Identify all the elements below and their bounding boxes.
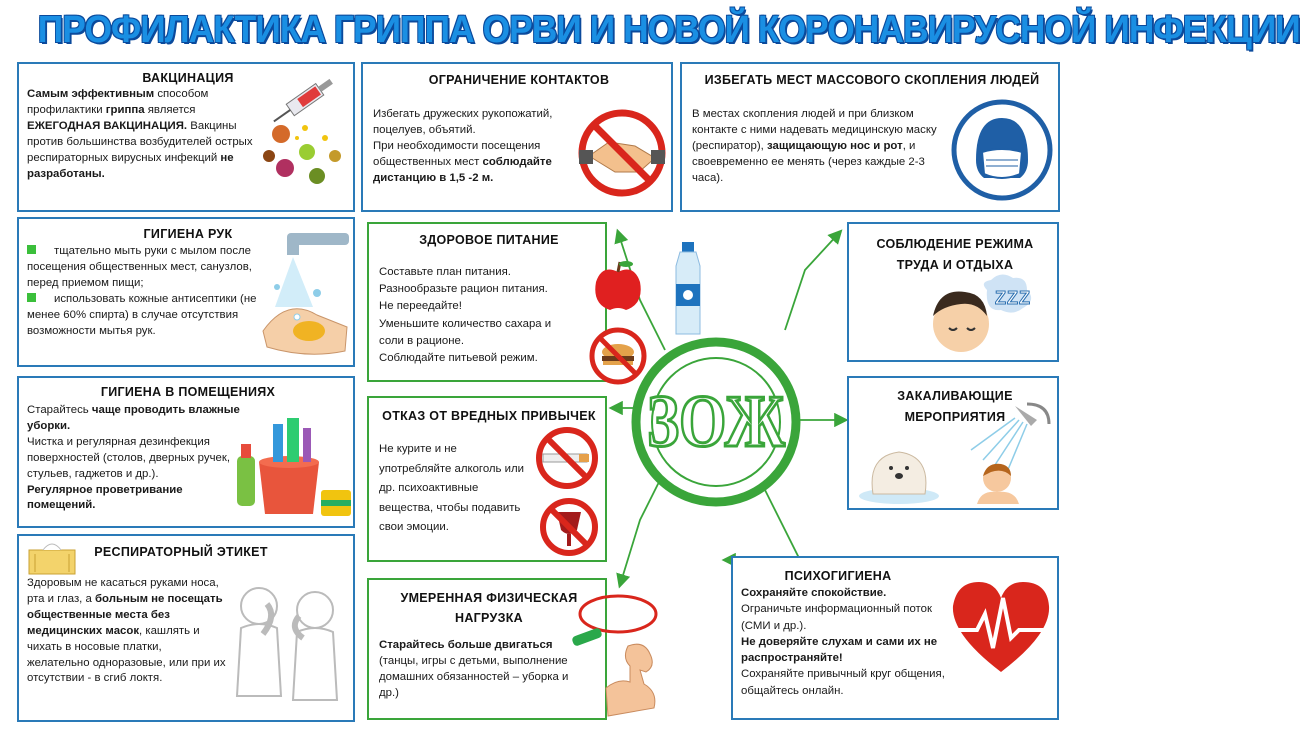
vaccination-title: ВАКЦИНАЦИЯ (142, 71, 234, 85)
bad-habits-card (367, 396, 607, 562)
flexed-arm-icon (600, 636, 670, 720)
nutrition-line: Составьте план питания. (379, 266, 511, 278)
nutrition-line: Соблюдайте питьевой режим. (379, 352, 538, 365)
no-smoking-icon (535, 426, 599, 490)
heart-pulse-icon (947, 578, 1055, 678)
avoid-crowds-text: В местах скопления людей и при близком контакте с ними надевать медицинскую маску (респиратор), защищающую нос и рот, и своевременно ее менять (через каждые 2-3 часа). (692, 108, 937, 184)
no-alcohol-icon (539, 496, 599, 558)
psycho-hygiene-card (731, 556, 1059, 720)
psycho-hygiene-text: Сохраняйте спокойствие. Ограничьте информационный поток (СМИ и др.). Не доверяйте слухам и сами их не распространяйте! Сохраняйте привычный круг общения, общайтесь онлайн. (741, 587, 945, 697)
limit-contacts-text: Избегать дружеских рукопожатий, поцелуев, объятий. При необходимости посещения общественных мест соблюдайте дистанцию в 1,5 -2 м. (373, 108, 553, 184)
vaccination-text: Самым эффективным способом профилактики гриппа является ЕЖЕГОДНАЯ ВАКЦИНАЦИЯ. Вакцины против большинства возбудителей острых респираторных вирусных инфекций не разработаны. (27, 88, 253, 180)
apple-icon (590, 258, 646, 314)
hardening-card (847, 376, 1059, 510)
limit-contacts-title: ОГРАНИЧЕНИЕ КОНТАКТОВ (428, 73, 610, 87)
respiratory-etiquette-title: РЕСПИРАТОРНЫЙ ЭТИКЕТ (94, 545, 268, 559)
room-hygiene-title: ГИГИЕНА В ПОМЕЩЕНИЯХ (100, 385, 276, 399)
nutrition-line: Разнообразьте рацион питания. (379, 283, 548, 296)
work-rest-card (847, 222, 1059, 362)
avoid-crowds-title: ИЗБЕГАТЬ МЕСТ МАССОВОГО СКОПЛЕНИЯ ЛЮДЕЙ (704, 73, 1040, 87)
psycho-hygiene-title: ПСИХОГИГИЕНА (784, 569, 892, 583)
water-bottle-icon (668, 242, 708, 338)
seal-icon (855, 432, 945, 508)
healthy-nutrition-card (367, 222, 607, 382)
respiratory-etiquette-text: Здоровым не касаться руками носа, рта и глаз, а больным не посещать общественные места без медицинских масок, кашлять и чихать в носовые платки, желательно одноразовые, или при их отсутствии - в сгиб локтя. (27, 577, 226, 685)
work-rest-title: СОБЛЮДЕНИЕ РЕЖИМА ТРУДА И ОТДЫХА (876, 237, 1034, 272)
no-junk-food-icon (588, 326, 648, 386)
hand-hygiene-title: ГИГИЕНА РУК (143, 227, 233, 241)
page-title: ПРОФИЛАКТИКА ГРИППА ОРВИ И НОВОЙ КОРОНАВИРУСНОЙ ИНФЕКЦИИ (37, 9, 1300, 51)
bad-habits-text: Не курите и не употребляйте алкоголь или др. психоактивные вещества, чтобы подавить свои эмоции. (379, 443, 525, 534)
healthy-nutrition-title: ЗДОРОВОЕ ПИТАНИЕ (419, 233, 559, 247)
room-hygiene-text: Старайтесь чаще проводить влажные уборки. Чистка и регулярная дезинфекция поверхностей (столов, дверных ручек, стульев, гаджетов и др.). Регулярное проветривание помещений. (27, 404, 240, 512)
nutrition-line: Не переедайте! (379, 300, 462, 313)
shower-icon (957, 400, 1057, 508)
hand-hygiene-text: тщательно мыть руки с мылом после посещения общественных мест, санузлов, перед приемом пищи; использовать кожные антисептики (не менее 60% спирта) в случае отсутствия возможности мытья рук. (27, 245, 257, 337)
bad-habits-title: ОТКАЗ ОТ ВРЕДНЫХ ПРИВЫЧЕК (382, 409, 596, 423)
healthy-nutrition-text (379, 264, 579, 367)
hardening-title: ЗАКАЛИВАЮЩИЕ МЕРОПРИЯТИЯ (897, 389, 1013, 424)
zzz-label: ZZZ (995, 288, 1031, 308)
physical-activity-title: УМЕРЕННАЯ ФИЗИЧЕСКАЯ НАГРУЗКА (400, 591, 578, 625)
physical-activity-text: Старайтесь больше двигаться (танцы, игры с детьми, выполнение домашних обязанностей – уборка и др.) (379, 639, 569, 699)
zozh-label: ЗОЖ (647, 381, 785, 463)
nutrition-line: Уменьшите количество сахара и соли в рационе. (379, 317, 552, 347)
